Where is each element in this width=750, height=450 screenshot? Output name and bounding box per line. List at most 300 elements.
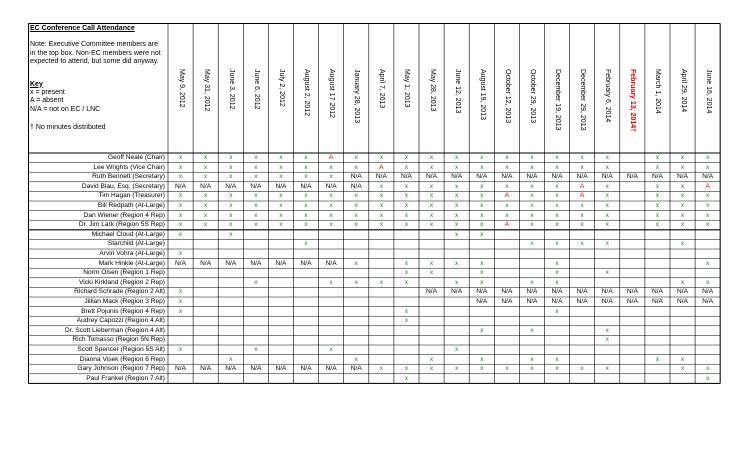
not-applicable-mark: N/A (601, 288, 613, 296)
present-mark: x (404, 192, 409, 200)
present-mark: x (329, 278, 333, 286)
present-mark: x (454, 202, 459, 209)
present-mark: x (203, 211, 208, 219)
not-applicable-mark: N/A (526, 288, 538, 296)
present-mark: x (655, 211, 660, 219)
absent-mark: A (705, 182, 710, 190)
present-mark: x (555, 269, 559, 277)
present-mark: x (555, 211, 559, 219)
present-mark: x (354, 163, 358, 171)
present-mark: x (379, 365, 383, 373)
present-mark: x (655, 192, 660, 200)
present-mark: x (454, 154, 459, 161)
present-mark: x (655, 202, 660, 209)
present-mark: x (480, 230, 484, 238)
present-mark: x (178, 163, 183, 171)
key-na: N/A = not on EC / LNC (30, 105, 101, 113)
present-mark: x (555, 163, 559, 171)
not-applicable-mark: N/A (426, 288, 438, 296)
present-mark: x (705, 192, 710, 200)
present-mark: x (580, 202, 584, 209)
present-mark: x (454, 182, 459, 190)
present-mark: x (404, 278, 409, 286)
present-mark: x (705, 154, 710, 161)
present-mark: x (279, 173, 283, 181)
present-mark: x (530, 202, 534, 209)
present-mark: x (580, 163, 584, 171)
not-applicable-mark: N/A (677, 298, 689, 305)
present-mark: x (203, 173, 208, 181)
not-applicable-mark: N/A (626, 288, 638, 296)
present-mark: x (655, 221, 660, 229)
present-mark: x (379, 192, 383, 200)
key-absent: A = absent (30, 97, 64, 105)
date-header: August 17 2012 (328, 69, 336, 119)
date-header: April 7, 2013 (378, 69, 386, 109)
present-mark: x (304, 202, 308, 209)
present-mark: x (705, 374, 710, 382)
present-mark: x (680, 221, 685, 229)
not-applicable-mark: N/A (225, 365, 237, 373)
not-applicable-mark: N/A (375, 173, 387, 181)
not-applicable-mark: N/A (200, 182, 212, 190)
present-mark: x (329, 163, 333, 171)
present-mark: x (530, 365, 534, 373)
present-mark: x (505, 365, 509, 373)
date-header: April 29, 2014 (679, 69, 687, 113)
present-mark: x (705, 365, 710, 373)
present-mark: x (480, 355, 484, 363)
present-mark: x (229, 202, 233, 209)
present-mark: x (354, 211, 358, 219)
present-mark: x (279, 202, 283, 209)
date-header: December 19, 2013 (554, 69, 562, 131)
date-header: October 12, 2013 (503, 69, 511, 124)
present-mark: x (404, 259, 409, 267)
present-mark: x (530, 278, 534, 286)
not-applicable-mark: N/A (476, 288, 488, 296)
present-mark: x (329, 211, 333, 219)
present-mark: x (178, 192, 183, 200)
present-mark: x (203, 192, 208, 200)
present-mark: x (379, 154, 383, 161)
present-mark: x (329, 202, 333, 209)
present-mark: x (530, 154, 534, 161)
present-mark: x (229, 211, 233, 219)
not-applicable-mark: N/A (350, 173, 362, 181)
not-applicable-mark: N/A (400, 173, 412, 181)
present-mark: x (454, 192, 459, 200)
present-mark: x (680, 202, 685, 209)
present-mark: x (404, 317, 409, 325)
present-mark: x (404, 163, 409, 171)
present-mark: x (655, 163, 660, 171)
present-mark: x (254, 346, 258, 353)
date-header: October 29, 2013 (528, 69, 536, 124)
present-mark: x (555, 221, 559, 229)
not-applicable-mark: N/A (526, 298, 538, 305)
not-applicable-mark: N/A (175, 182, 187, 190)
present-mark: x (379, 278, 383, 286)
present-mark: x (203, 154, 208, 161)
present-mark: x (530, 355, 534, 363)
present-mark: x (505, 202, 509, 209)
present-mark: x (555, 154, 559, 161)
member-name: Vicki Kirkland (Region 2 Rep) (78, 278, 165, 286)
present-mark: x (379, 182, 383, 190)
present-mark: x (680, 154, 685, 161)
member-name: Paul Frankel (Region 7 Alt) (86, 374, 165, 382)
present-mark: x (429, 259, 434, 267)
present-mark: x (404, 154, 409, 161)
date-header: February 13, 2014† (629, 69, 637, 133)
member-name: Norm Olsen (Region 1 Rep) (83, 269, 165, 277)
member-name: Tim Hagan (Treasurer) (98, 192, 165, 200)
date-header: May 1, 2013 (403, 69, 411, 108)
present-mark: x (705, 278, 710, 286)
member-name: Dan Wiener (Region 4 Rep) (83, 211, 165, 219)
present-mark: x (379, 211, 383, 219)
date-header: May 9, 2012 (177, 69, 185, 108)
present-mark: x (680, 278, 685, 286)
date-header: January 28, 2013 (353, 69, 361, 124)
present-mark: x (480, 163, 484, 171)
date-header: March 1, 2014 (654, 69, 662, 114)
member-name: Rich Tomasso (Region 5N Rep) (72, 336, 165, 344)
member-name: Bill Redpath (At-Large) (97, 202, 165, 209)
present-mark: x (555, 240, 559, 248)
member-name: Geoff Neale (Chair) (107, 154, 165, 161)
present-mark: x (429, 192, 434, 200)
present-mark: x (605, 182, 609, 190)
present-mark: x (254, 163, 258, 171)
not-applicable-mark: N/A (325, 182, 337, 190)
present-mark: x (454, 211, 459, 219)
not-applicable-mark: N/A (451, 173, 463, 181)
not-applicable-mark: N/A (275, 182, 287, 190)
present-mark: x (555, 307, 559, 315)
not-applicable-mark: N/A (677, 288, 689, 296)
present-mark: x (505, 154, 509, 161)
present-mark: x (454, 278, 459, 286)
present-mark: x (555, 365, 559, 373)
member-name: Dr. Scott Lieberman (Region 4 Alt) (64, 326, 165, 334)
present-mark: x (404, 202, 409, 209)
present-mark: x (580, 221, 584, 229)
no-minutes-note: † No minutes distributed (30, 124, 106, 132)
not-applicable-mark: N/A (702, 288, 714, 296)
member-name: Lee Wrights (Vice Chair) (93, 163, 165, 171)
present-mark: x (480, 211, 484, 219)
present-mark: x (404, 307, 409, 315)
present-mark: x (254, 278, 258, 286)
present-mark: x (454, 221, 459, 229)
present-mark: x (279, 154, 283, 161)
date-header: June 3, 2012 (227, 69, 235, 110)
present-mark: x (555, 192, 559, 200)
date-header: May 28, 2013 (428, 69, 436, 112)
key-present: x = present (30, 89, 65, 97)
present-mark: x (304, 192, 308, 200)
present-mark: x (354, 259, 358, 267)
present-mark: x (304, 211, 308, 219)
member-name: Scott Spencer (Region 5S Alt) (77, 346, 165, 353)
date-header: February 6, 2014 (604, 69, 612, 123)
member-name: Jillian Mack (Region 3 Rep) (84, 298, 165, 305)
member-name: Ruth Bennett (Secretary) (92, 173, 165, 181)
not-applicable-mark: N/A (501, 288, 513, 296)
present-mark: x (404, 221, 409, 229)
present-mark: x (229, 230, 233, 238)
not-applicable-mark: N/A (250, 365, 262, 373)
not-applicable-mark: N/A (225, 182, 237, 190)
not-applicable-mark: N/A (476, 173, 488, 181)
date-header: June 12, 2013 (453, 69, 461, 114)
present-mark: x (254, 192, 258, 200)
present-mark: x (329, 173, 333, 181)
present-mark: x (229, 355, 233, 363)
present-mark: x (655, 182, 660, 190)
present-mark: x (680, 240, 685, 248)
not-applicable-mark: N/A (626, 173, 638, 181)
present-mark: x (304, 154, 308, 161)
date-header: August 19, 2013 (478, 69, 486, 120)
present-mark: x (354, 278, 358, 286)
present-mark: x (605, 154, 609, 161)
not-applicable-mark: N/A (651, 288, 663, 296)
present-mark: x (279, 221, 283, 229)
attendance-sheet (28, 23, 722, 395)
not-applicable-mark: N/A (551, 288, 563, 296)
member-name: Mark Hinkle (At-Large) (98, 259, 165, 267)
present-mark: x (655, 355, 660, 363)
present-mark: x (555, 278, 559, 286)
not-applicable-mark: N/A (175, 365, 187, 373)
not-applicable-mark: N/A (451, 288, 463, 296)
legend-box (30, 25, 164, 133)
present-mark: x (454, 365, 459, 373)
present-mark: x (605, 326, 609, 334)
not-applicable-mark: N/A (702, 173, 714, 181)
absent-mark: A (328, 154, 334, 161)
present-mark: x (203, 221, 208, 229)
not-applicable-mark: N/A (576, 173, 588, 181)
present-mark: x (705, 211, 710, 219)
present-mark: x (680, 355, 685, 363)
present-mark: x (530, 221, 534, 229)
present-mark: x (379, 221, 383, 229)
present-mark: x (480, 154, 484, 161)
ec-note: Note: Executive Committee members are in the top box. Non-EC members were not expected to attend, but some did anyway. (30, 41, 161, 66)
present-mark: x (680, 182, 685, 190)
sheet-title: EC Conference Call Attendance (30, 25, 135, 32)
present-mark: x (329, 192, 333, 200)
present-mark: x (530, 240, 534, 248)
not-applicable-mark: N/A (250, 182, 262, 190)
present-mark: x (404, 374, 409, 382)
present-mark: x (429, 154, 434, 161)
present-mark: x (530, 182, 534, 190)
not-applicable-mark: N/A (350, 182, 362, 190)
date-header: May 31, 2012 (202, 69, 210, 112)
present-mark: x (605, 163, 609, 171)
absent-mark: A (579, 192, 585, 200)
not-applicable-mark: N/A (601, 298, 613, 305)
present-mark: x (429, 355, 434, 363)
present-mark: x (505, 182, 509, 190)
present-mark: x (555, 202, 559, 209)
not-applicable-mark: N/A (325, 259, 337, 267)
present-mark: x (480, 269, 484, 277)
not-applicable-mark: N/A (702, 298, 714, 305)
not-applicable-mark: N/A (275, 259, 287, 267)
member-name: Michael Cloud (At-Large) (91, 230, 165, 238)
present-mark: x (254, 221, 258, 229)
member-name: Brett Pojunis (Region 4 Rep) (81, 307, 165, 315)
member-name: David Blau, Esq. (Secretary) (81, 182, 165, 190)
present-mark: x (379, 202, 383, 209)
present-mark: x (580, 211, 584, 219)
present-mark: x (605, 269, 609, 277)
present-mark: x (304, 163, 308, 171)
not-applicable-mark: N/A (275, 365, 287, 373)
present-mark: x (454, 259, 459, 267)
not-applicable-mark: N/A (501, 173, 513, 181)
present-mark: x (454, 346, 459, 353)
present-mark: x (429, 365, 434, 373)
present-mark: x (279, 211, 283, 219)
present-mark: x (605, 221, 609, 229)
present-mark: x (680, 211, 685, 219)
present-mark: x (530, 211, 534, 219)
present-mark: x (505, 211, 509, 219)
present-mark: x (178, 288, 183, 296)
present-mark: x (178, 346, 183, 353)
not-applicable-mark: N/A (325, 365, 337, 373)
not-applicable-mark: N/A (551, 298, 563, 305)
present-mark: x (605, 336, 609, 344)
member-name: Audrey Capozzi (Region 4 Alt) (76, 317, 165, 325)
present-mark: x (555, 182, 559, 190)
present-mark: x (555, 259, 559, 267)
present-mark: x (254, 202, 258, 209)
present-mark: x (580, 240, 584, 248)
present-mark: x (404, 269, 409, 277)
date-header: June 16, 2014 (704, 69, 712, 114)
present-mark: x (480, 259, 484, 267)
present-mark: x (680, 163, 685, 171)
present-mark: x (304, 240, 308, 248)
present-mark: x (354, 192, 358, 200)
present-mark: x (480, 221, 484, 229)
not-applicable-mark: N/A (476, 298, 488, 305)
present-mark: x (680, 365, 685, 373)
present-mark: x (580, 365, 584, 373)
not-applicable-mark: N/A (626, 298, 638, 305)
present-mark: x (254, 211, 258, 219)
present-mark: x (254, 154, 258, 161)
present-mark: x (203, 202, 208, 209)
present-mark: x (705, 221, 710, 229)
not-applicable-mark: N/A (651, 298, 663, 305)
member-name: Starchild (At-Large) (107, 240, 165, 248)
not-applicable-mark: N/A (200, 365, 212, 373)
present-mark: x (680, 192, 685, 200)
not-applicable-mark: N/A (677, 173, 689, 181)
not-applicable-mark: N/A (601, 173, 613, 181)
present-mark: x (329, 346, 333, 353)
present-mark: x (304, 173, 308, 181)
present-mark: x (605, 211, 609, 219)
not-applicable-mark: N/A (300, 365, 312, 373)
present-mark: x (354, 221, 358, 229)
date-header: December 29, 2013 (579, 69, 587, 131)
present-mark: x (705, 202, 710, 209)
present-mark: x (178, 202, 183, 209)
not-applicable-mark: N/A (300, 259, 312, 267)
absent-mark: A (504, 192, 510, 200)
not-applicable-mark: N/A (526, 173, 538, 181)
key-heading: Key (30, 80, 43, 88)
present-mark: x (505, 163, 509, 171)
present-mark: x (454, 163, 459, 171)
present-mark: x (229, 173, 233, 181)
present-mark: x (279, 163, 283, 171)
not-applicable-mark: N/A (576, 298, 588, 305)
present-mark: x (354, 202, 358, 209)
present-mark: x (279, 192, 283, 200)
present-mark: x (178, 250, 183, 257)
present-mark: x (404, 182, 409, 190)
present-mark: x (605, 240, 609, 248)
present-mark: x (178, 221, 183, 229)
date-header: June 6, 2012 (252, 69, 260, 110)
present-mark: x (429, 221, 434, 229)
present-mark: x (705, 259, 710, 267)
not-applicable-mark: N/A (225, 259, 237, 267)
present-mark: x (229, 163, 233, 171)
present-mark: x (605, 192, 609, 200)
member-name: Richard Schrade (Region 2 Alt) (74, 288, 165, 296)
not-applicable-mark: N/A (501, 298, 513, 305)
present-mark: x (605, 365, 609, 373)
not-applicable-mark: N/A (551, 173, 563, 181)
present-mark: x (480, 326, 484, 334)
present-mark: x (229, 154, 233, 161)
present-mark: x (429, 182, 434, 190)
present-mark: x (329, 221, 333, 229)
member-name: Arvin Vohra (At-Large) (99, 250, 165, 257)
absent-mark: A (579, 182, 585, 190)
present-mark: x (480, 278, 484, 286)
not-applicable-mark: N/A (200, 259, 212, 267)
present-mark: x (580, 154, 584, 161)
present-mark: x (480, 182, 484, 190)
not-applicable-mark: N/A (576, 288, 588, 296)
present-mark: x (178, 211, 183, 219)
present-mark: x (354, 355, 358, 363)
not-applicable-mark: N/A (651, 173, 663, 181)
present-mark: x (178, 307, 183, 315)
member-name: Dr. Jim Lark (Region 5S Rep) (78, 221, 165, 229)
present-mark: x (178, 173, 183, 181)
present-mark: x (655, 154, 660, 161)
present-mark: x (480, 202, 484, 209)
present-mark: x (229, 221, 233, 229)
present-mark: x (480, 192, 484, 200)
present-mark: x (229, 192, 233, 200)
not-applicable-mark: N/A (350, 365, 362, 373)
